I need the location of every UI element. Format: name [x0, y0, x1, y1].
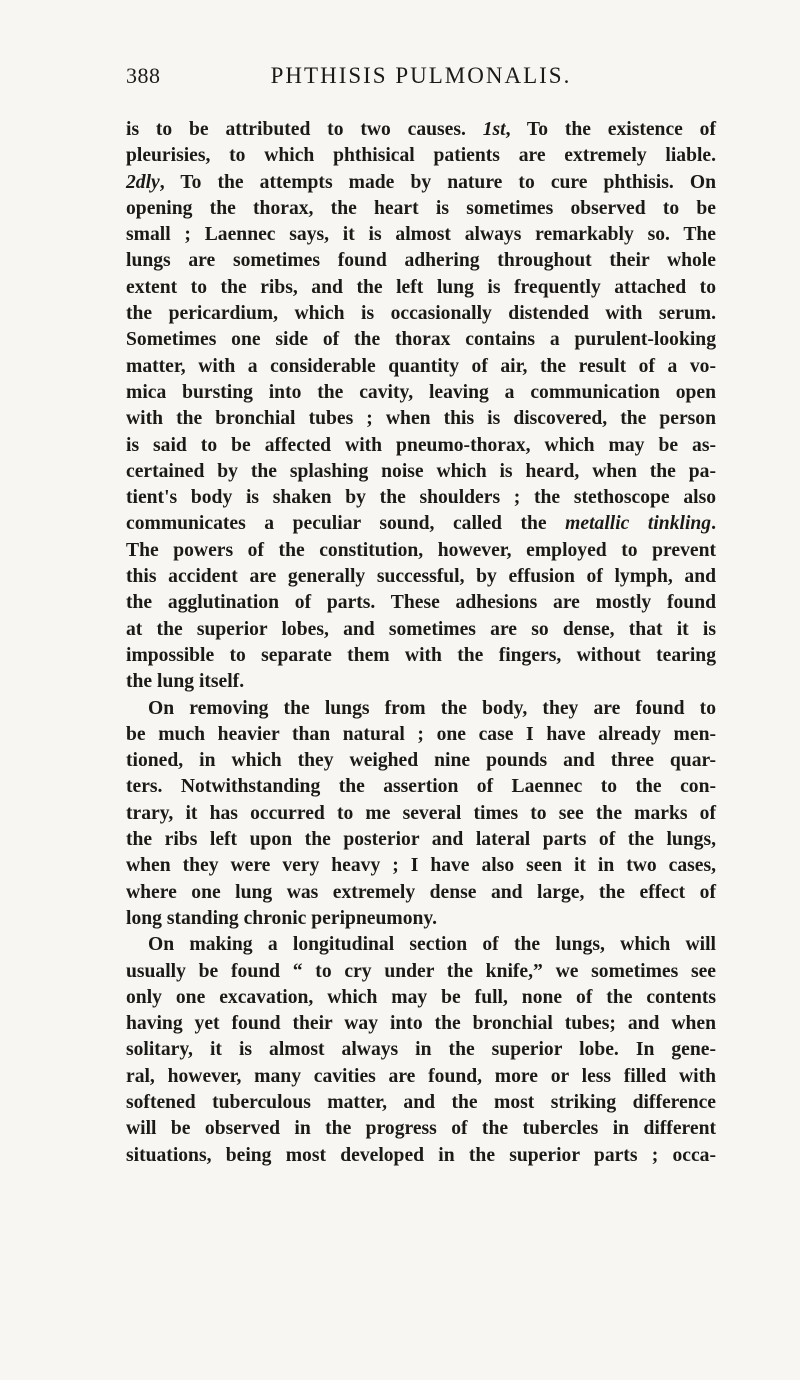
text-line: is to be attributed to two causes. 1st, To the existence of: [126, 119, 716, 140]
text-line: the agglutination of parts. These adhesions are mostly found: [126, 592, 716, 614]
text-line: the pericardium, which is occasionally distended with serum.: [126, 303, 716, 325]
text-line: with the bronchial tubes ; when this is discovered, the person: [126, 408, 716, 430]
text-line: trary, it has occurred to me several times to see the marks of: [126, 802, 716, 824]
text-line: when they were very heavy ; I have also seen it in two cases,: [126, 855, 716, 877]
text-line: usually be found “ to cry under the knife,” we sometimes see: [126, 960, 716, 982]
page-number: 388: [126, 63, 161, 88]
text-line: the lung itself.: [126, 671, 245, 693]
text-line: solitary, it is almost always in the superior lobe. In gene-: [126, 1039, 716, 1061]
text-line: On removing the lungs from the body, they are found to: [148, 697, 716, 719]
text-line: communicates a peculiar sound, called the metallic tinkling.: [126, 513, 716, 535]
text-line: be much heavier than natural ; one case I have already men-: [126, 723, 716, 745]
page-header: [126, 63, 716, 97]
text-line: The powers of the constitution, however, employed to prevent: [126, 539, 716, 561]
text-line: small ; Laennec says, it is almost always remarkably so. The: [126, 224, 716, 246]
text-line: opening the thorax, the heart is sometimes observed to be: [126, 197, 716, 219]
text-line: matter, with a considerable quantity of air, the result of a vo-: [126, 355, 716, 377]
text-line: pleurisies, to which phthisical patients are extremely liable.: [126, 145, 716, 167]
text-line: certained by the splashing noise which is heard, when the pa-: [126, 460, 716, 482]
text-line: is said to be affected with pneumo-thorax, which may be as-: [126, 434, 716, 456]
text-line: ral, however, many cavities are found, more or less filled with: [126, 1065, 716, 1087]
text-line: long standing chronic peripneumony.: [126, 907, 438, 929]
text-line: where one lung was extremely dense and large, the effect of: [126, 881, 716, 903]
text-line: the ribs left upon the posterior and lateral parts of the lungs,: [126, 829, 716, 851]
text-line: situations, being most developed in the superior parts ; occa-: [126, 1144, 716, 1166]
text-line: lungs are sometimes found adhering throughout their whole: [126, 250, 716, 272]
body-text: [126, 117, 716, 1169]
text-line: at the superior lobes, and sometimes are so dense, that it is: [126, 618, 716, 640]
text-line: tient's body is shaken by the shoulders ; the stethoscope also: [126, 487, 716, 509]
text-line: On making a longitudinal section of the lungs, which will: [148, 934, 716, 956]
text-line: ters. Notwithstanding the assertion of Laennec to the con-: [126, 776, 716, 798]
text-line: mica bursting into the cavity, leaving a communication open: [126, 381, 716, 403]
text-line: 2dly, To the attempts made by nature to cure phthisis. On: [126, 171, 716, 193]
text-line: extent to the ribs, and the left lung is frequently attached to: [126, 276, 716, 298]
text-line: Sometimes one side of the thorax contains a purulent-looking: [126, 329, 716, 351]
text-line: having yet found their way into the bronchial tubes; and when: [126, 1013, 716, 1035]
running-head: PHTHISIS PULMONALIS.: [270, 63, 572, 88]
text-line: impossible to separate them with the fingers, without tearing: [126, 644, 716, 666]
text-line: this accident are generally successful, by effusion of lymph, and: [126, 566, 716, 588]
text-line: only one excavation, which may be full, none of the contents: [126, 986, 716, 1008]
text-line: will be observed in the progress of the tubercles in different: [126, 1118, 716, 1140]
text-line: tioned, in which they weighed nine pounds and three quar-: [126, 750, 716, 772]
text-line: softened tuberculous matter, and the most striking difference: [126, 1091, 716, 1113]
